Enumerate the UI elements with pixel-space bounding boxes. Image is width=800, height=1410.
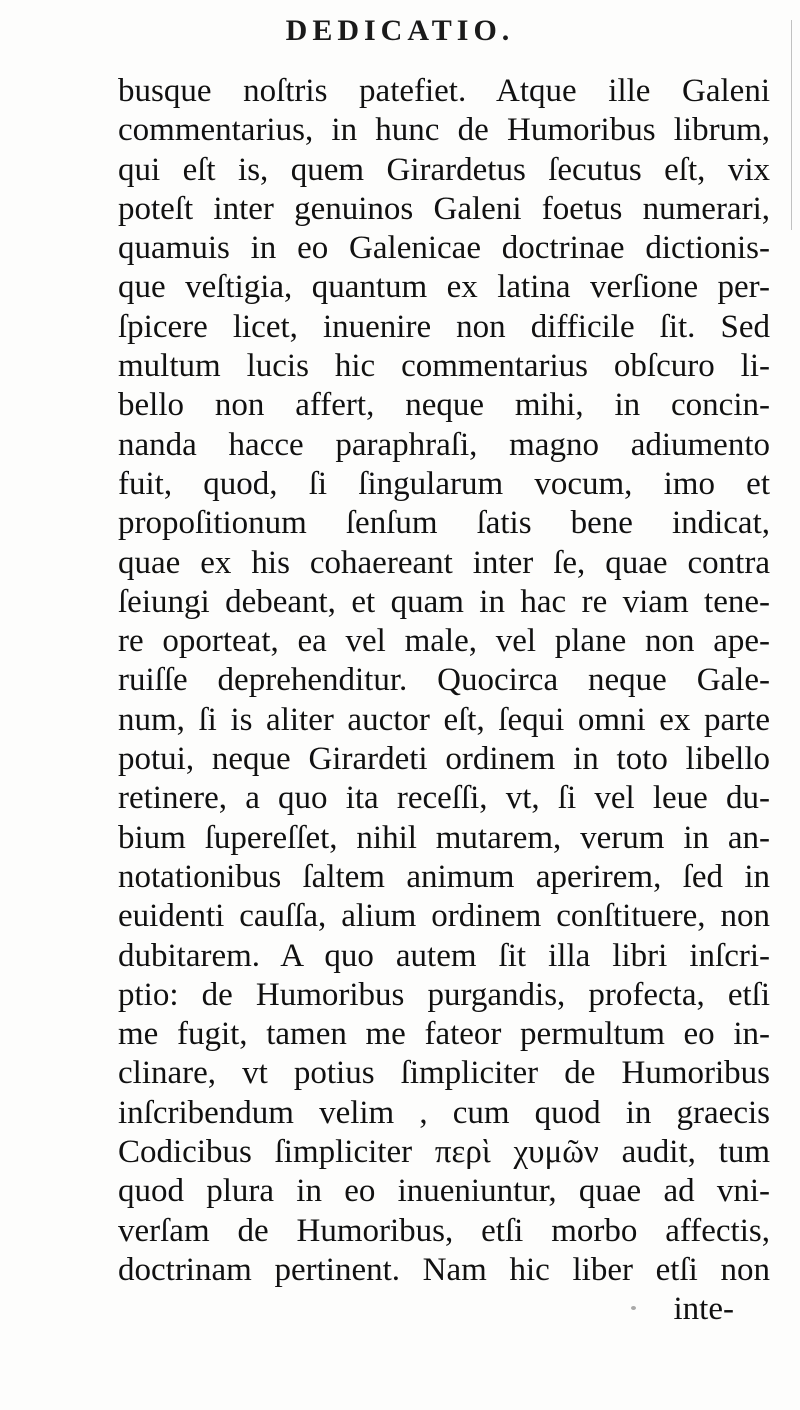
text-line: bium ſupereſſet, nihil mutarem, verum in an- [118, 819, 770, 856]
text-line: quamuis in eo Galenicae doctrinae dictionis- [118, 230, 770, 267]
text-line: fuit, quod, ſi ſingularum vocum, imo et [118, 465, 770, 502]
text-line: dubitarem. A quo autem ſit illa libri inſcri- [118, 937, 770, 974]
text-line: qui eſt is, quem Girardetus ſecutus eſt, vix [118, 151, 770, 188]
text-line: quod plura in eo inueniuntur, quae ad vni- [118, 1173, 770, 1210]
body-text [118, 72, 770, 1330]
text-line: inſcribendum velim , cum quod in graecis [118, 1094, 770, 1131]
text-line: euidenti cauſſa, alium ordinem conſtituere, non [118, 898, 770, 935]
text-line: potui, neque Girardeti ordinem in toto libello [118, 741, 770, 778]
text-line: ptio: de Humoribus purgandis, profecta, etſi [118, 976, 770, 1013]
text-line: notationibus ſaltem animum aperirem, ſed in [118, 858, 770, 895]
text-line: ſeiungi debeant, et quam in hac re viam tene- [118, 583, 770, 620]
text-line: doctrinam pertinent. Nam hic liber etſi non [118, 1251, 770, 1288]
text-line: bello non affert, neque mihi, in concin- [118, 387, 770, 424]
text-line: verſam de Humoribus, etſi morbo affectis, [118, 1212, 770, 1249]
text-line: Codicibus ſimpliciter περὶ χυμῶν audit, tum [118, 1134, 770, 1171]
text-line: ruiſſe deprehenditur. Quocirca neque Gale- [118, 662, 770, 699]
text-line: busque noſtris patefiet. Atque ille Galeni [118, 73, 770, 109]
text-line: me fugit, tamen me fateor permultum eo in- [118, 1016, 770, 1053]
text-line: num, ſi is aliter auctor eſt, ſequi omni ex parte [118, 701, 770, 738]
text-line: retinere, a quo ita receſſi, vt, ſi vel leue du- [118, 780, 770, 817]
text-line: multum lucis hic commentarius obſcuro li- [118, 348, 770, 385]
text-line: commentarius, in hunc de Humoribus librum, [118, 112, 770, 149]
text-line: poteſt inter genuinos Galeni foetus numerari, [118, 190, 770, 227]
text-line: que veſtigia, quantum ex latina verſione per- [118, 269, 770, 306]
catchword: inte- [673, 1291, 734, 1328]
text-line: clinare, vt potius ſimpliciter de Humoribus [118, 1055, 770, 1092]
text-line: ſpicere licet, inuenire non difficile ſit. Sed [118, 308, 770, 345]
text-line: nanda hacce paraphraſi, magno adiumento [118, 426, 770, 463]
text-line: propoſitionum ſenſum ſatis bene indicat, [118, 505, 770, 542]
running-head: DEDICATIO. [285, 14, 515, 47]
text-line: quae ex his cohaereant inter ſe, quae contra [118, 544, 770, 581]
page-edge-rule [791, 20, 792, 230]
text-line: re oporteat, ea vel male, vel plane non ape- [118, 623, 770, 660]
